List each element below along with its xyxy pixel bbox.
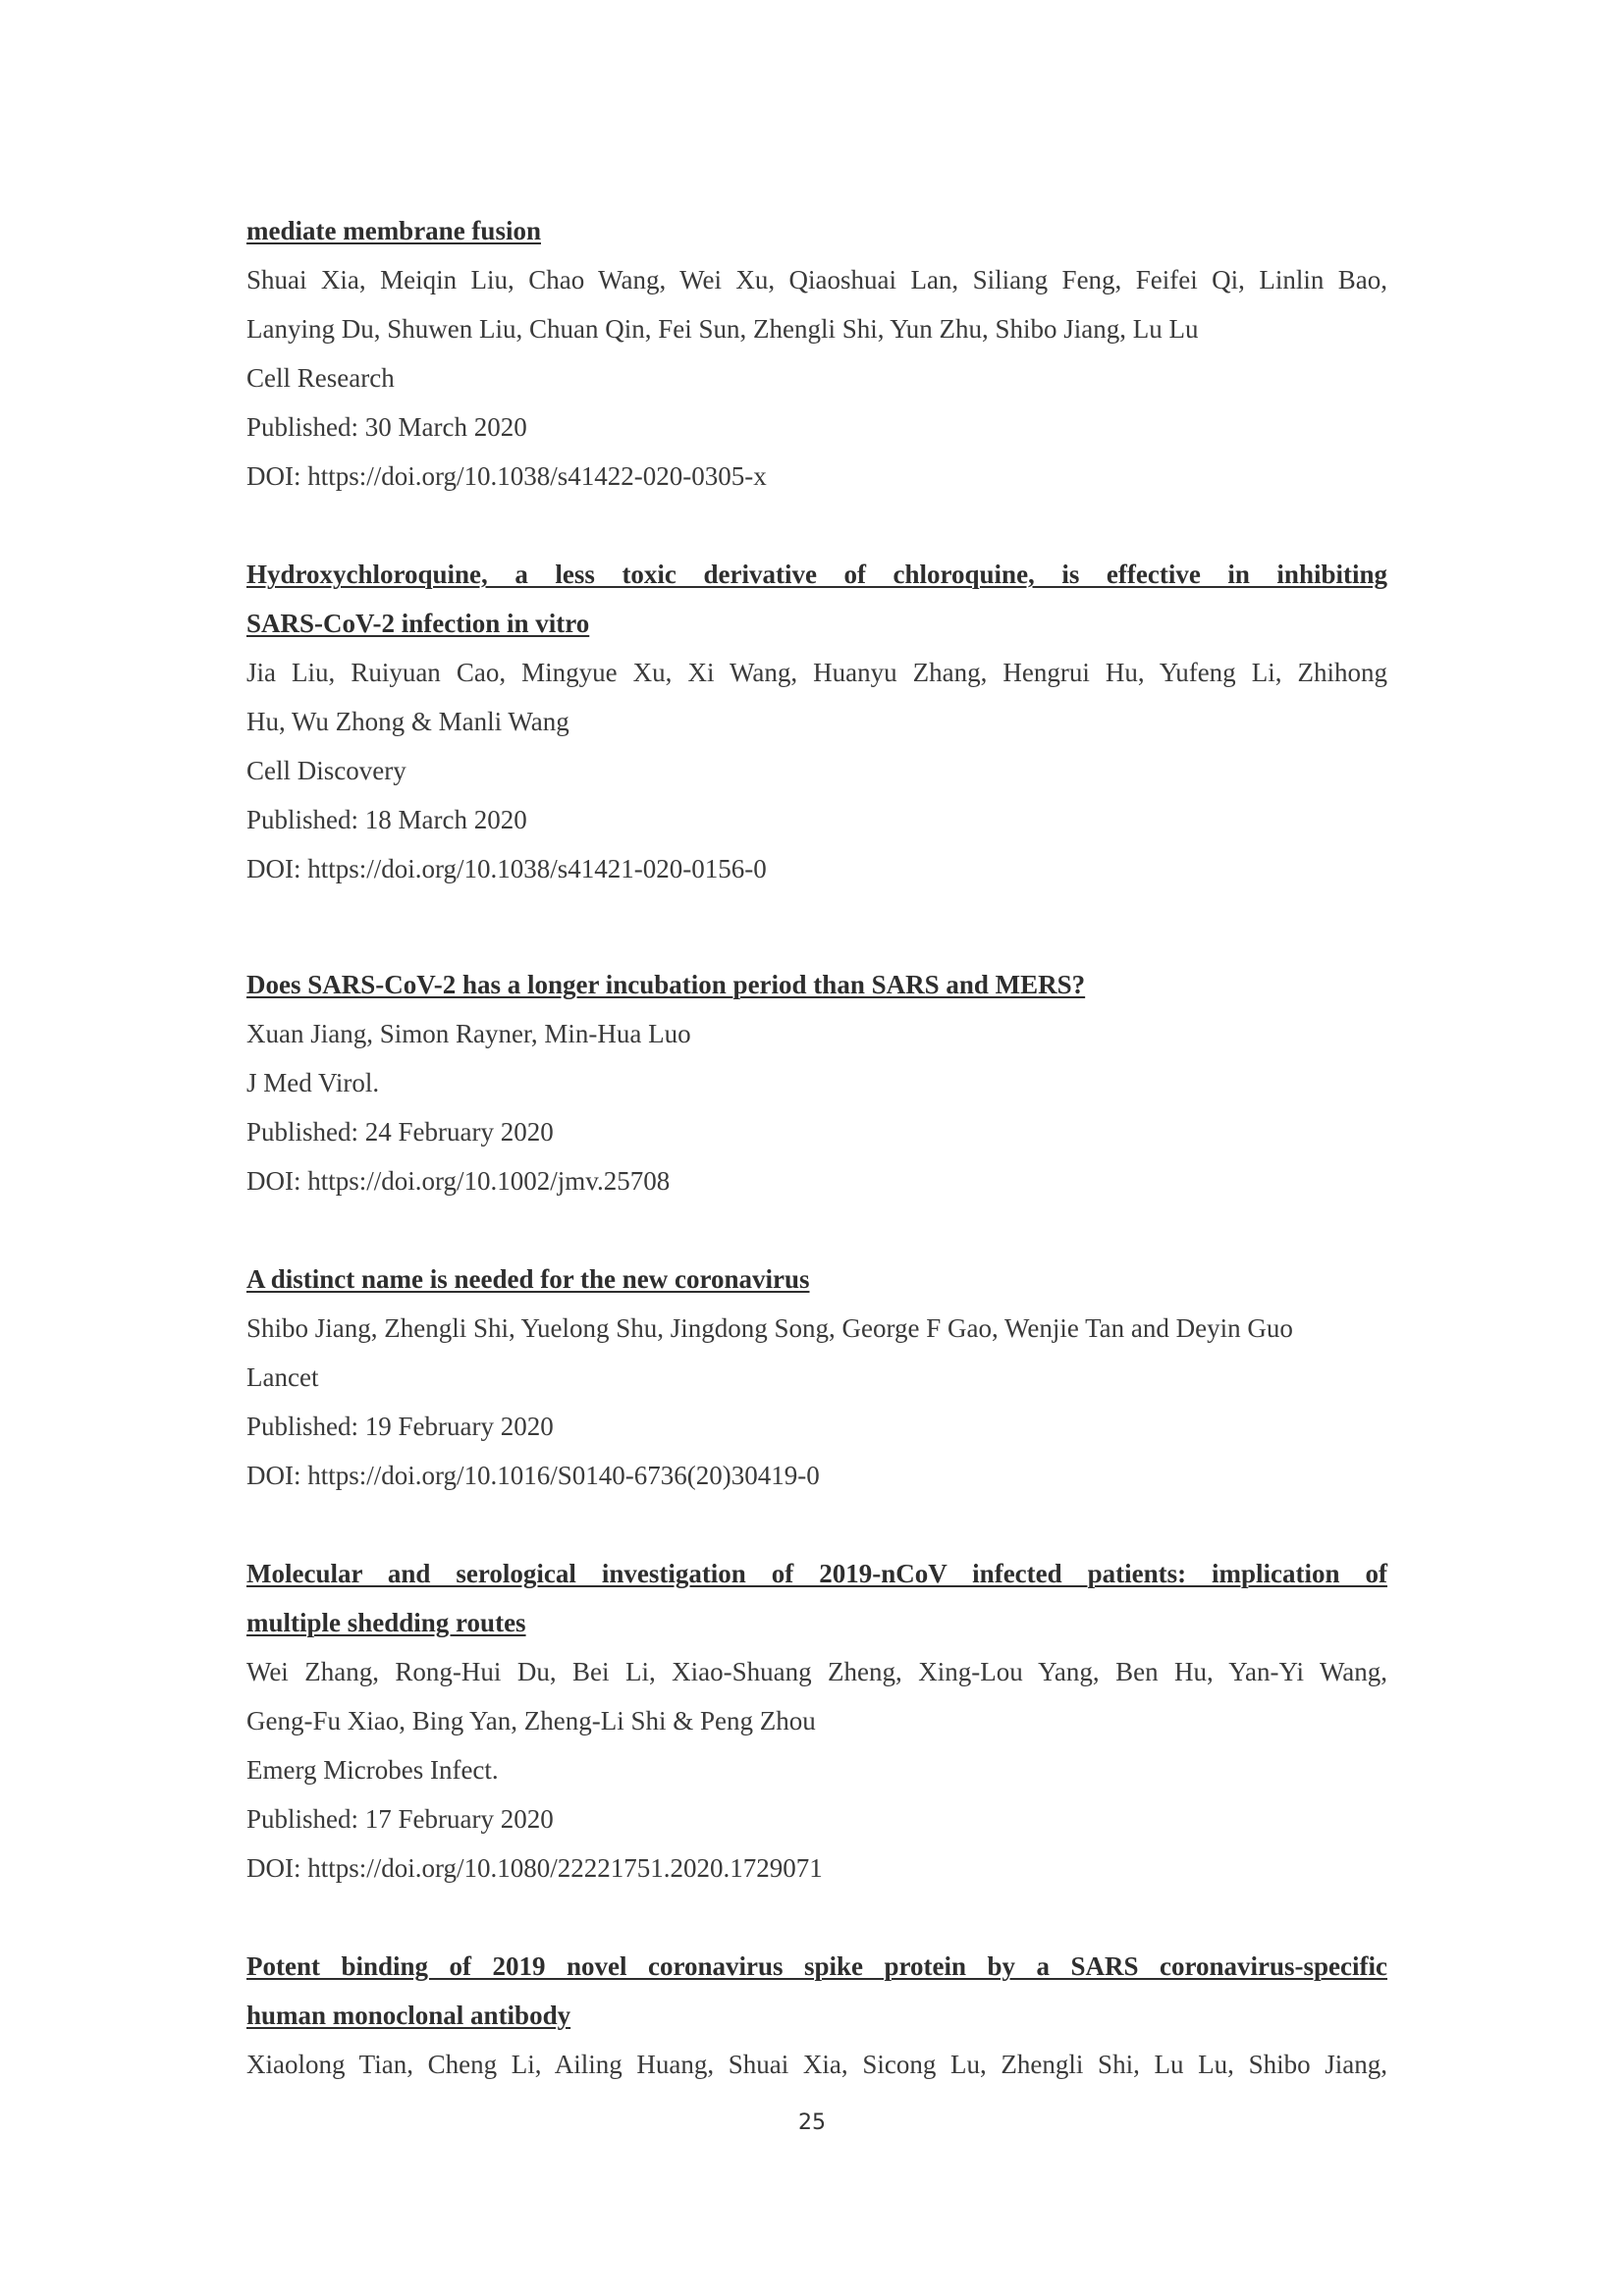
reference-title: Potent binding of 2019 novel coronavirus spike protein by a SARS coronavirus-specific (246, 1951, 1387, 1981)
reference-title: Molecular and serological investigation of 2019-nCoV infected patients: implication of (246, 1559, 1387, 1588)
reference-authors: Geng-Fu Xiao, Bing Yan, Zheng-Li Shi & Peng Zhou (246, 1706, 816, 1735)
reference-authors: Xuan Jiang, Simon Rayner, Min-Hua Luo (246, 1019, 691, 1048)
reference-published-date: Published: 30 March 2020 (246, 412, 527, 442)
reference-doi: DOI: https://doi.org/10.1080/22221751.2020.1729071 (246, 1853, 823, 1883)
reference-authors: Shibo Jiang, Zhengli Shi, Yuelong Shu, Jingdong Song, George F Gao, Wenjie Tan and Deyin Guo (246, 1313, 1293, 1343)
reference-list (246, 206, 1387, 2089)
reference-entry (246, 206, 1387, 501)
reference-doi: DOI: https://doi.org/10.1038/s41422-020-0305-x (246, 461, 767, 491)
reference-title: human monoclonal antibody (246, 2001, 571, 2030)
reference-doi: DOI: https://doi.org/10.1038/s41421-020-0156-0 (246, 854, 767, 883)
reference-journal: Cell Discovery (246, 756, 406, 785)
reference-title: Does SARS-CoV-2 has a longer incubation period than SARS and MERS? (246, 970, 1086, 999)
reference-journal: J Med Virol. (246, 1068, 380, 1097)
reference-entry (246, 1255, 1387, 1500)
reference-authors: Wei Zhang, Rong-Hui Du, Bei Li, Xiao-Shuang Zheng, Xing-Lou Yang, Ben Hu, Yan-Yi Wang, (246, 1657, 1387, 1686)
reference-doi: DOI: https://doi.org/10.1016/S0140-6736(20)30419-0 (246, 1461, 820, 1490)
reference-published-date: Published: 24 February 2020 (246, 1117, 554, 1147)
reference-authors: Xiaolong Tian, Cheng Li, Ailing Huang, Shuai Xia, Sicong Lu, Zhengli Shi, Lu Lu, Shibo Jiang, (246, 2050, 1387, 2079)
reference-title: SARS-CoV-2 infection in vitro (246, 609, 590, 638)
reference-entry (246, 1549, 1387, 1893)
reference-title: multiple shedding routes (246, 1608, 526, 1637)
reference-authors: Shuai Xia, Meiqin Liu, Chao Wang, Wei Xu, Qiaoshuai Lan, Siliang Feng, Feifei Qi, Linlin Bao, (246, 265, 1387, 294)
reference-doi: DOI: https://doi.org/10.1002/jmv.25708 (246, 1166, 671, 1196)
reference-entry (246, 960, 1387, 1205)
reference-journal: Lancet (246, 1362, 319, 1392)
reference-authors: Jia Liu, Ruiyuan Cao, Mingyue Xu, Xi Wang, Huanyu Zhang, Hengrui Hu, Yufeng Li, Zhihong (246, 658, 1387, 687)
reference-journal: Emerg Microbes Infect. (246, 1755, 499, 1785)
reference-published-date: Published: 19 February 2020 (246, 1412, 554, 1441)
reference-published-date: Published: 17 February 2020 (246, 1804, 554, 1834)
reference-authors: Lanying Du, Shuwen Liu, Chuan Qin, Fei Sun, Zhengli Shi, Yun Zhu, Shibo Jiang, Lu Lu (246, 314, 1199, 344)
page-number: 25 (798, 2110, 826, 2135)
reference-entry (246, 1942, 1387, 2089)
reference-journal: Cell Research (246, 363, 395, 393)
reference-entry (246, 550, 1387, 893)
reference-title: Hydroxychloroquine, a less toxic derivative of chloroquine, is effective in inhibiting (246, 560, 1387, 589)
reference-title: A distinct name is needed for the new coronavirus (246, 1264, 810, 1294)
reference-published-date: Published: 18 March 2020 (246, 805, 527, 834)
reference-title: mediate membrane fusion (246, 216, 541, 245)
reference-authors: Hu, Wu Zhong & Manli Wang (246, 707, 569, 736)
